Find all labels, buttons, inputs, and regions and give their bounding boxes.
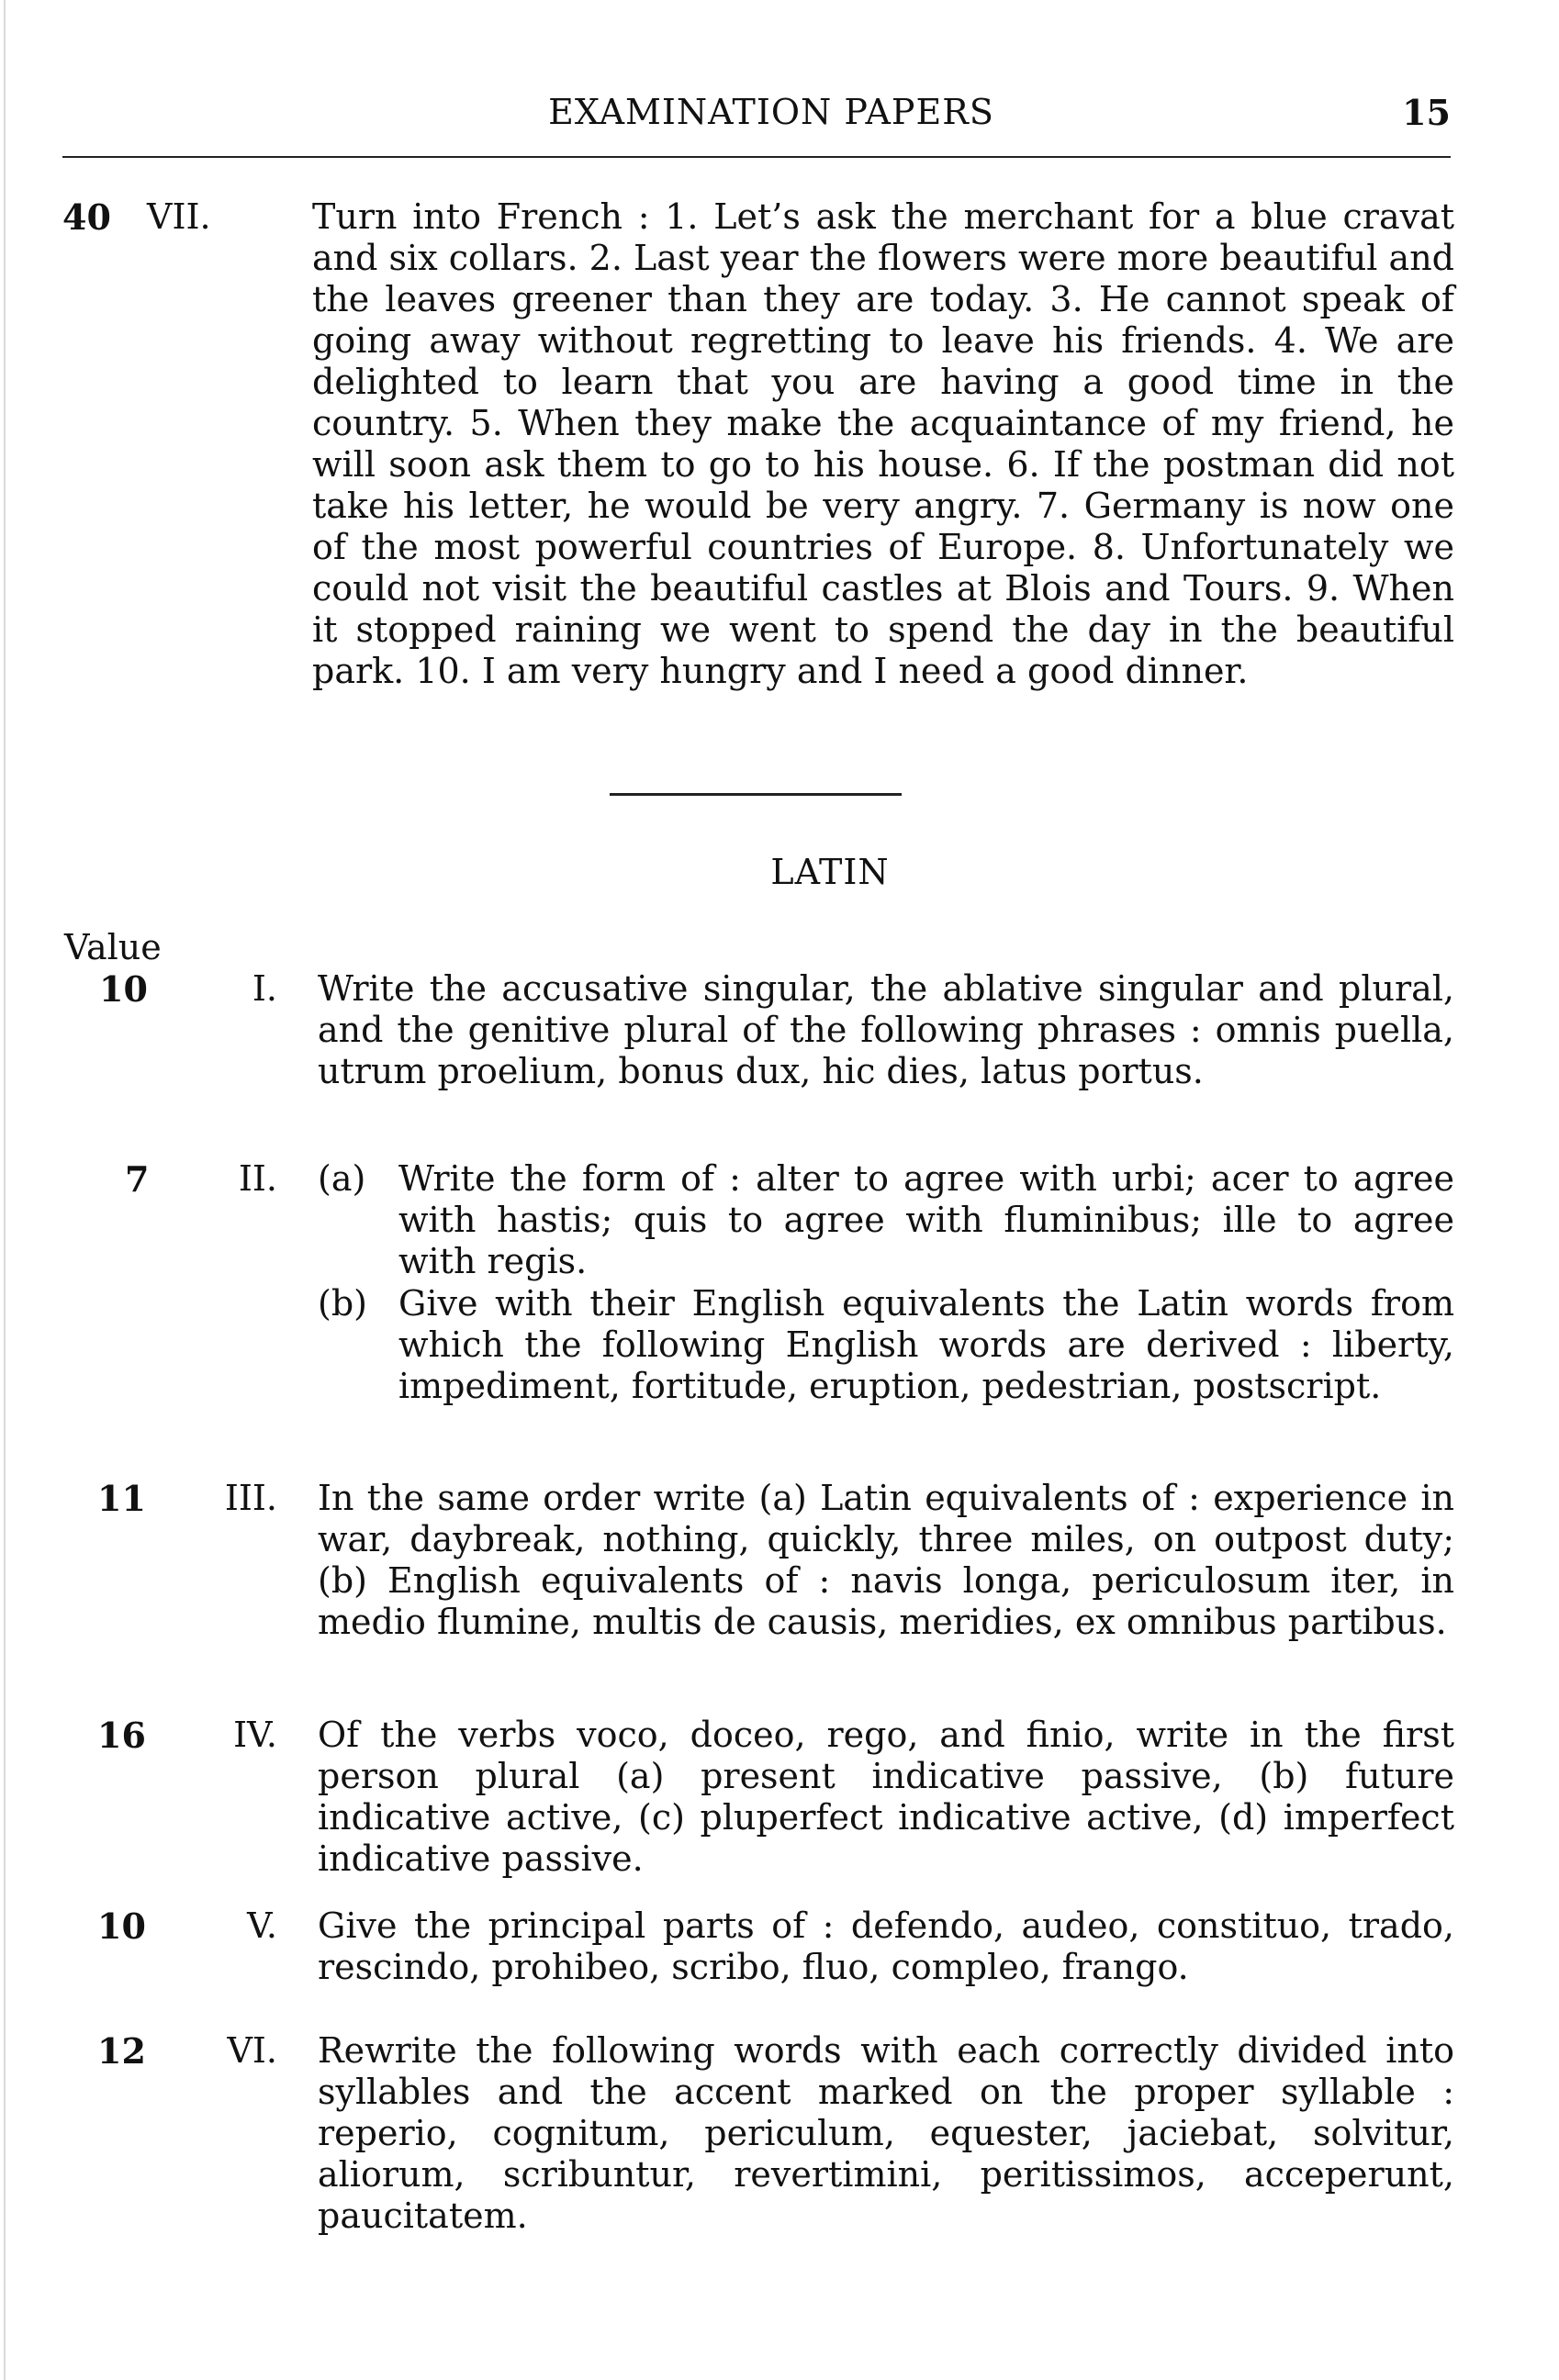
french-question-vii: 40 VII. Turn into French : 1. Let’s ask the merchant for a blue cravat and six collars. 2. Last year the flowers were more beautiful and the leaves greener than they are today. 3. He cannot speak of going away without regretting to leave his friends. 4. We are delighted to learn that you are having a good time in the country. 5. When they make the acquaintance of my friend, he will soon ask them to go to his house. 6. If the postman did not take his letter, he would be very angry. 7. Germany is now one of the most powerful countries of Europe. 8. Unfortunately we could not visit the beautiful castles at Blois and Tours. 9. When it stopped raining we went to spend the day in the beautiful park. 10. I am very hungry and I need a good dinner. <box>62 196 1454 691</box>
part-label: (b) <box>318 1283 367 1324</box>
question-value: 40 <box>62 196 111 238</box>
question-number: VI. <box>227 2030 277 2071</box>
page-number: 15 <box>1402 92 1451 133</box>
question-number: V. <box>247 1905 277 1946</box>
question-text: Of the verbs voco, doceo, rego, and finio, write in the first person plural (a) present indicative passive, (b) future indicative active, (c) pluperfect indicative active, (d) imperfect indicative passive. <box>318 1715 1454 1879</box>
latin-question-iii <box>0 1478 1559 1698</box>
question-value: 11 <box>97 1478 146 1519</box>
question-text: Turn into French : 1. Let’s ask the merchant for a blue cravat and six collars. 2. Last year the flowers were more beautiful and the leaves greener than they are today. 3. He cannot speak of going away without regretting to leave his friends. 4. We are delighted to learn that you are having a good time in the country. 5. When they make the acquaintance of my friend, he will soon ask them to go to his house. 6. If the postman did not take his letter, he would be very angry. 7. Germany is now one of the most powerful countries of Europe. 8. Unfortunately we could not visit the beautiful castles at Blois and Tours. 9. When it stopped raining we went to spend the day in the beautiful park. 10. I am very hungry and I need a good dinner. <box>312 196 1454 691</box>
part-label: (a) <box>318 1158 366 1199</box>
question-text: Write the accusative singular, the ablative singular and plural, and the genitive plural of the following phrases : omnis puella, utrum proelium, bonus dux, hic dies, latus portus. <box>318 968 1454 1091</box>
question-number: II. <box>238 1158 277 1199</box>
running-title: EXAMINATION PAPERS <box>548 92 994 132</box>
question-text: In the same order write (a) Latin equivalents of : experience in war, daybreak, nothing, quickly, three miles, on outpost duty; (b) English equivalents of : navis longa, periculosum iter, in medio flumine, multis de causis, meridies, ex omnibus partibus. <box>318 1478 1454 1642</box>
question-text: Rewrite the following words with each correctly divided into syllables and the accent marked on the proper syllable : reperio, cognitum, periculum, equester, jaciebat, solvitur, aliorum, scribuntur, revertimini, peritissimos, acceperunt, paucitatem. <box>318 2030 1454 2236</box>
question-number: III. <box>224 1478 277 1518</box>
question-value: 10 <box>97 1905 146 1947</box>
value-column-label: Value <box>64 927 162 967</box>
question-number: I. <box>252 968 277 1009</box>
latin-question-ii-part-b <box>318 1283 1454 1458</box>
section-title-latin: LATIN <box>770 852 890 892</box>
question-text: Give the principal parts of : defendo, audeo, constituo, trado, rescindo, prohibeo, scribo, fluo, compleo, frango. <box>318 1905 1454 1987</box>
running-head <box>55 92 1451 147</box>
latin-question-ii-part-a <box>318 1158 1454 1287</box>
latin-question-i <box>0 968 1559 1143</box>
question-value: 16 <box>97 1715 146 1756</box>
latin-question-v <box>0 1905 1559 1997</box>
header-rule <box>62 156 1451 158</box>
latin-question-iv <box>0 1715 1559 1889</box>
latin-question-vi <box>0 2030 1559 2236</box>
part-text: Give with their English equivalents the Latin words from which the following English words are derived : liberty, impediment, fortitude, eruption, pedestrian, postscript. <box>398 1283 1454 1406</box>
part-text: Write the form of : alter to agree with urbi; acer to agree with hastis; quis to agree with fluminibus; ille to agree with regis. <box>398 1158 1454 1281</box>
question-number: IV. <box>233 1715 277 1755</box>
question-value: 12 <box>97 2030 146 2072</box>
question-value: 10 <box>99 968 148 1010</box>
section-divider <box>610 793 902 796</box>
question-value: 7 <box>125 1158 150 1200</box>
